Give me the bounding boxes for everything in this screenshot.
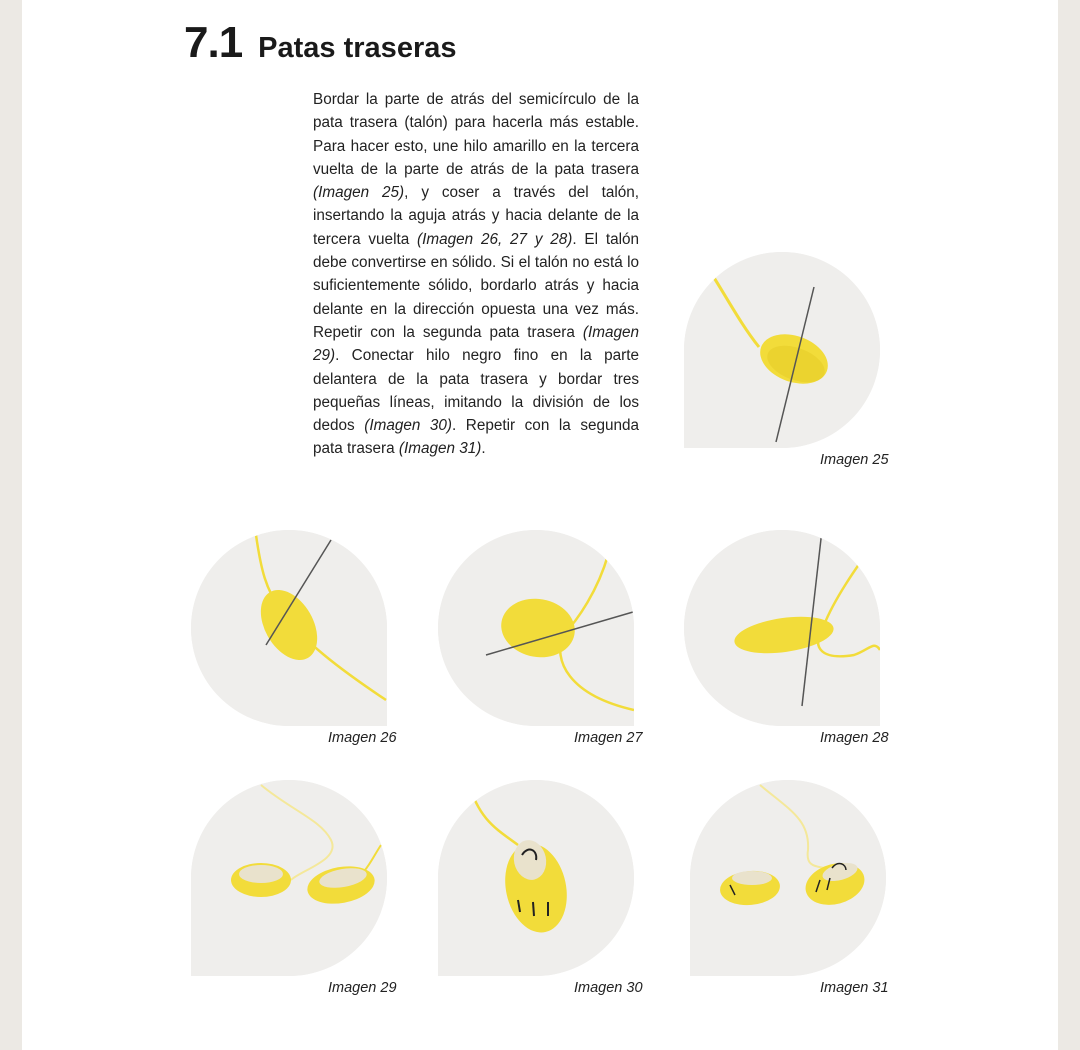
caption-imagen-26: Imagen 26 bbox=[328, 730, 397, 746]
photo-imagen-28 bbox=[684, 530, 880, 726]
section-title: Patas traseras bbox=[258, 32, 457, 64]
image-reference: (Imagen 25) bbox=[313, 184, 405, 202]
text-run: , y coser a través del talón, insertando la aguja atrás y hacia delante de la tercera vuelta bbox=[313, 184, 639, 248]
section-heading bbox=[184, 18, 457, 68]
text-run: . El talón debe convertirse en sólido. Si el talón no está lo suficientemente sólido, bordarlo atrás y hacia delante en la dirección opuesta una vez más. Repetir con la segunda pata trasera bbox=[313, 230, 639, 341]
photo-imagen-27 bbox=[438, 530, 634, 726]
image-reference: (Imagen 29) bbox=[313, 323, 639, 365]
instructions-paragraph bbox=[313, 88, 639, 461]
text-run: . bbox=[481, 440, 486, 458]
crochet-legs-illustration bbox=[191, 780, 387, 976]
section-number: 7.1 bbox=[184, 18, 243, 67]
crochet-leg-toes-illustration bbox=[438, 780, 634, 976]
caption-imagen-30: Imagen 30 bbox=[574, 980, 643, 996]
caption-imagen-28: Imagen 28 bbox=[820, 730, 889, 746]
photo-imagen-29 bbox=[191, 780, 387, 976]
photo-imagen-25 bbox=[684, 252, 880, 448]
crochet-leg-needle-illustration bbox=[438, 530, 634, 726]
caption-imagen-29: Imagen 29 bbox=[328, 980, 397, 996]
text-run: . Conectar hilo negro fino en la parte delantera de la pata trasera y bordar tres pequeñas líneas, imitando la división de los dedos bbox=[313, 347, 639, 435]
image-reference: (Imagen 31) bbox=[398, 440, 482, 458]
caption-imagen-31: Imagen 31 bbox=[820, 980, 889, 996]
text-run: Bordar la parte de atrás del semicírculo de la pata trasera (talón) para hacerla más estable. Para hacer esto, une hilo amarillo en la tercera vuelta de la parte de atrás de la pata trasera bbox=[313, 91, 639, 178]
crochet-legs-toes-illustration bbox=[690, 780, 886, 976]
document-page bbox=[22, 0, 1058, 1050]
crochet-leg-needle-illustration bbox=[191, 530, 387, 726]
crochet-leg-needle-illustration bbox=[684, 252, 880, 448]
image-reference: (Imagen 30) bbox=[364, 417, 453, 435]
caption-imagen-27: Imagen 27 bbox=[574, 730, 643, 746]
text-run: . Repetir con la segunda pata trasera bbox=[313, 417, 640, 458]
photo-imagen-30 bbox=[438, 780, 634, 976]
crochet-leg-needle-illustration bbox=[684, 530, 880, 726]
image-reference: (Imagen 26, 27 y 28) bbox=[417, 230, 573, 248]
caption-imagen-25: Imagen 25 bbox=[820, 452, 889, 468]
photo-imagen-26 bbox=[191, 530, 387, 726]
photo-imagen-31 bbox=[690, 780, 886, 976]
